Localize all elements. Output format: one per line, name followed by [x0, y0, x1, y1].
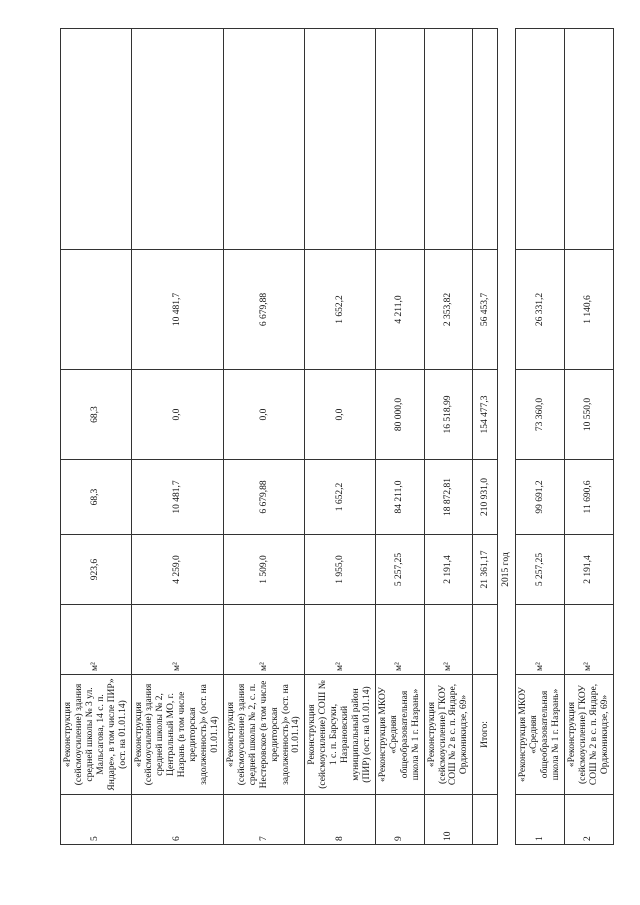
object-name: «Реконструкция МКОУ «Средняя общеобразовательная школа № 1 г. Назрань» — [516, 675, 565, 795]
table-row — [131, 29, 223, 845]
value-cell: 68,3 — [61, 460, 132, 535]
total-value-cell: 56 453,7 — [473, 250, 498, 370]
value-cell: 0,0 — [131, 370, 223, 460]
unit-cell: м² — [131, 605, 223, 675]
object-name: «Реконструкция МКОУ «Средняя общеобразовательная школа № 1 г. Назрань» — [375, 675, 424, 795]
value-cell: 10 550,0 — [564, 370, 613, 460]
row-number: 9 — [375, 795, 424, 845]
object-name: «Реконструкция (сейсмоусиление) ГКОУ СОШ № 2 в с. п. Яндаре, Орджоникидзе, 69» — [564, 675, 613, 795]
value-cell: 73 360,0 — [516, 370, 565, 460]
object-name: «Реконструкция (сейсмоусиление) здания средней школы № 2, Центральный МО, г. Назрань (в том числе кредиторская задолженность)» (ост. на 01.01.14) — [131, 675, 223, 795]
value-cell: 84 211,0 — [375, 460, 424, 535]
value-cell: 1 652,2 — [305, 460, 376, 535]
row-number: 1 — [516, 795, 565, 845]
total-value-cell — [473, 29, 498, 250]
row-number: 2 — [564, 795, 613, 845]
value-cell: 1 509,0 — [223, 535, 304, 605]
row-number: 5 — [61, 795, 132, 845]
value-cell: 6 679,88 — [223, 250, 304, 370]
unit-cell: м² — [61, 605, 132, 675]
object-name: «Реконструкция (сейсмоусиление) здания средней школы № 3 ул. Мальсагова, 14 с. п. Яндаре», в том числе ПИР» (ост. на 01.01.14) — [61, 675, 132, 795]
value-cell: 10 481,7 — [131, 460, 223, 535]
unit-cell: м² — [424, 605, 473, 675]
value-cell — [564, 29, 613, 250]
value-cell: 5 257,25 — [516, 535, 565, 605]
value-cell: 4 259,0 — [131, 535, 223, 605]
row-number — [473, 795, 498, 845]
value-cell — [424, 29, 473, 250]
table-row — [61, 29, 132, 845]
total-row — [473, 29, 498, 845]
unit-cell: м² — [223, 605, 304, 675]
row-number: 8 — [305, 795, 376, 845]
value-cell: 0,0 — [305, 370, 376, 460]
table-row — [375, 29, 424, 845]
unit-cell: м² — [375, 605, 424, 675]
object-name: «Реконструкция (сейсмоусиление) ГКОУ СОШ № 2 в с. п. Яндаре, Орджоникидзе, 69» — [424, 675, 473, 795]
value-cell — [223, 29, 304, 250]
value-cell: 2 191,4 — [424, 535, 473, 605]
value-cell: 1 140,6 — [564, 250, 613, 370]
value-cell: 16 518,99 — [424, 370, 473, 460]
unit-cell: м² — [564, 605, 613, 675]
total-value-cell: 154 477,3 — [473, 370, 498, 460]
value-cell: 2 191,4 — [564, 535, 613, 605]
table-row — [223, 29, 304, 845]
row-number: 10 — [424, 795, 473, 845]
value-cell: 18 872,81 — [424, 460, 473, 535]
value-cell — [375, 29, 424, 250]
total-label: Итого: — [473, 675, 498, 795]
value-cell — [61, 29, 132, 250]
object-name: «Реконструкция (сейсмоусиление) здания средней школы № 2, с. п. Нестеровское (в том числе кредиторская задолженность)» (ост. на 01.01.14) — [223, 675, 304, 795]
value-cell: 923,6 — [61, 535, 132, 605]
value-cell — [305, 29, 376, 250]
value-cell: 2 353,82 — [424, 250, 473, 370]
year-row — [498, 29, 516, 845]
table-row — [516, 29, 565, 845]
value-cell — [516, 29, 565, 250]
table-row — [305, 29, 376, 845]
value-cell — [61, 250, 132, 370]
value-cell: 11 690,6 — [564, 460, 613, 535]
value-cell: 10 481,7 — [131, 250, 223, 370]
value-cell — [131, 29, 223, 250]
investment-table — [60, 28, 614, 845]
year-label: 2015 год — [498, 535, 516, 605]
rotated-table-sheet — [60, 29, 610, 845]
value-cell: 80 000,0 — [375, 370, 424, 460]
value-cell: 68,3 — [61, 370, 132, 460]
row-number: 7 — [223, 795, 304, 845]
total-value-cell: 21 361,17 — [473, 535, 498, 605]
value-cell: 6 679,88 — [223, 460, 304, 535]
value-cell: 26 331,2 — [516, 250, 565, 370]
table-row — [564, 29, 613, 845]
unit-cell — [473, 605, 498, 675]
object-name: Реконструкция (сейсмоусиление) СОШ № 1 с. п. Барсуки, Назрановский муниципальный район (ПИР) (ост. на 01.01.14) — [305, 675, 376, 795]
value-cell: 1 955,0 — [305, 535, 376, 605]
value-cell: 5 257,25 — [375, 535, 424, 605]
value-cell: 4 211,0 — [375, 250, 424, 370]
value-cell: 1 652,2 — [305, 250, 376, 370]
unit-cell: м² — [516, 605, 565, 675]
unit-cell: м² — [305, 605, 376, 675]
value-cell: 99 691,2 — [516, 460, 565, 535]
table-row — [424, 29, 473, 845]
value-cell: 0,0 — [223, 370, 304, 460]
total-value-cell: 210 931,0 — [473, 460, 498, 535]
row-number: 6 — [131, 795, 223, 845]
